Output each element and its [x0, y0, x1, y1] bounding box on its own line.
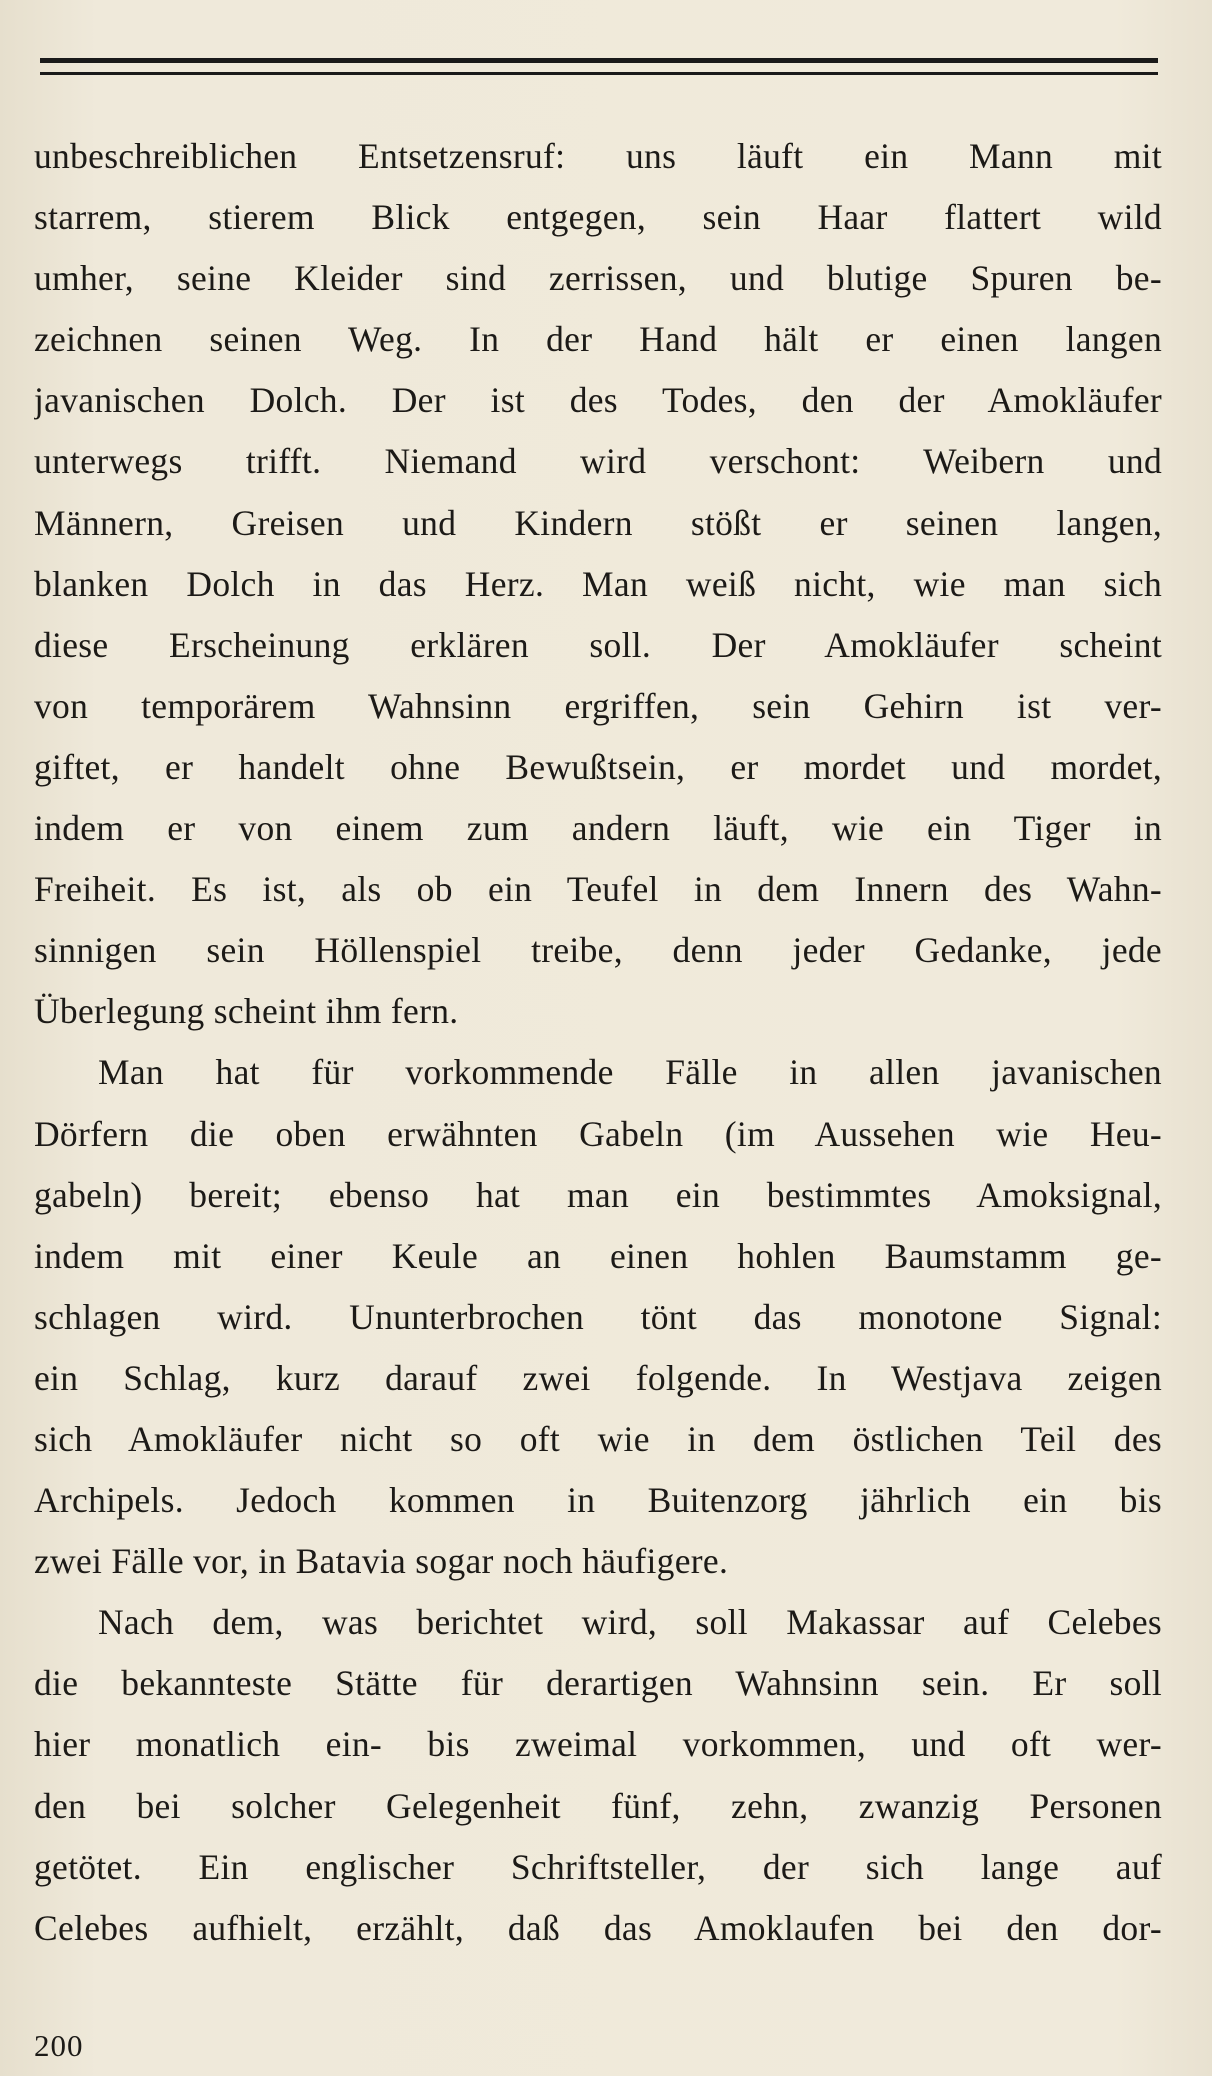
text-line: indem mit einer Keule an einen hohlen Baumstamm ge-: [34, 1235, 1162, 1276]
text-line: getötet. Ein englischer Schriftsteller, der sich lange auf: [34, 1846, 1162, 1887]
text-line: umher, seine Kleider sind zerrissen, und blutige Spuren be-: [34, 258, 1162, 299]
text-line: zwei Fälle vor, in Batavia sogar noch häufigere.: [34, 1541, 729, 1582]
text-line: von temporärem Wahnsinn ergriffen, sein Gehirn ist ver-: [34, 685, 1162, 726]
header-rule-thin: [40, 72, 1158, 75]
text-line: Celebes aufhielt, erzählt, daß das Amoklaufen bei den dor-: [34, 1907, 1162, 1948]
text-line: Archipels. Jedoch kommen in Buitenzorg jährlich ein bis: [34, 1480, 1162, 1521]
text-line: den bei solcher Gelegenheit fünf, zehn, zwanzig Personen: [34, 1785, 1162, 1826]
text-line: sich Amokläufer nicht so oft wie in dem östlichen Teil des: [34, 1418, 1162, 1459]
text-line: unbeschreiblichen Entsetzensruf: uns läuft ein Mann mit: [34, 136, 1162, 176]
text-line: giftet, er handelt ohne Bewußtsein, er mordet und mordet,: [34, 746, 1162, 787]
text-line: gabeln) bereit; ebenso hat man ein bestimmtes Amoksignal,: [34, 1174, 1162, 1215]
text-line: zeichnen seinen Weg. In der Hand hält er einen langen: [34, 319, 1162, 360]
text-line: Freiheit. Es ist, als ob ein Teufel in dem Innern des Wahn-: [34, 869, 1162, 910]
text-line: Nach dem, was berichtet wird, soll Makassar auf Celebes: [98, 1602, 1162, 1643]
text-line: unterwegs trifft. Niemand wird verschont: Weibern und: [34, 441, 1162, 482]
text-line: blanken Dolch in das Herz. Man weiß nicht, wie man sich: [34, 563, 1162, 604]
text-line: indem er von einem zum andern läuft, wie ein Tiger in: [34, 808, 1162, 849]
text-line: Dörfern die oben erwähnten Gabeln (im Aussehen wie Heu-: [34, 1113, 1162, 1154]
text-line: Man hat für vorkommende Fälle in allen javanischen: [98, 1052, 1162, 1093]
text-line: schlagen wird. Ununterbrochen tönt das monotone Signal:: [34, 1296, 1162, 1337]
text-line: Überlegung scheint ihm fern.: [34, 991, 459, 1032]
text-line: diese Erscheinung erklären soll. Der Amokläufer scheint: [34, 624, 1162, 665]
text-line: starrem, stierem Blick entgegen, sein Haar flattert wild: [34, 197, 1162, 238]
body-text: [34, 126, 1162, 1959]
text-line: hier monatlich ein- bis zweimal vorkommen, und oft wer-: [34, 1724, 1162, 1765]
page-number: 200: [34, 2028, 84, 2063]
text-line: ein Schlag, kurz darauf zwei folgende. In Westjava zeigen: [34, 1357, 1162, 1398]
text-line: javanischen Dolch. Der ist des Todes, den der Amokläufer: [34, 380, 1162, 421]
text-line: Männern, Greisen und Kindern stößt er seinen langen,: [34, 502, 1162, 543]
text-line: sinnigen sein Höllenspiel treibe, denn jeder Gedanke, jede: [34, 930, 1162, 971]
text-line: die bekannteste Stätte für derartigen Wahnsinn sein. Er soll: [34, 1663, 1162, 1704]
header-rule-thick: [40, 58, 1158, 63]
